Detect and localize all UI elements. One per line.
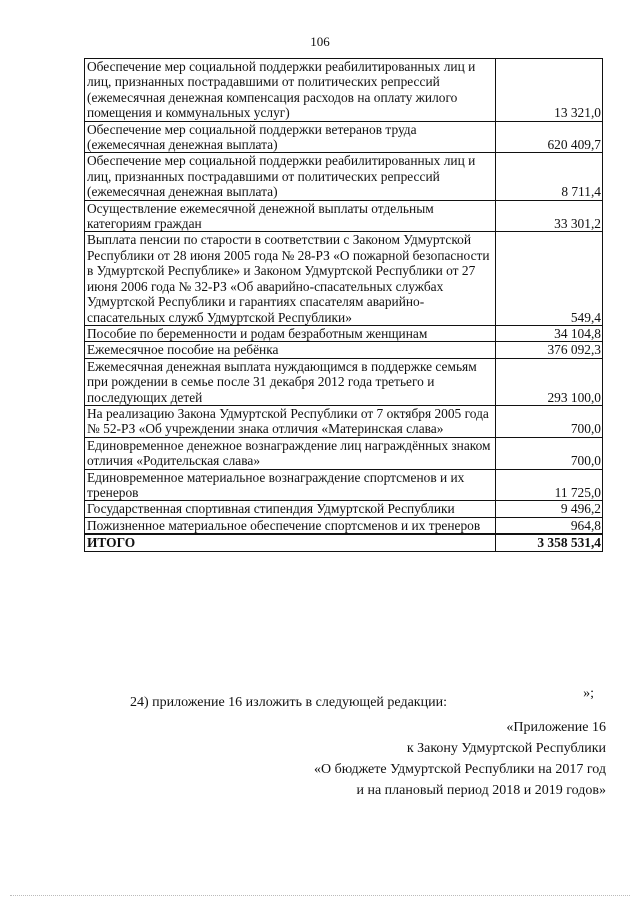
appendix-header (314, 717, 606, 801)
row-name: Пособие по беременности и родам безработным женщинам (85, 325, 496, 341)
total-label: ИТОГО (85, 534, 496, 551)
table-row (85, 325, 603, 341)
scan-edge-line (10, 895, 630, 896)
row-name: Обеспечение мер социальной поддержки ветеранов труда (ежемесячная денежная выплата) (85, 121, 496, 153)
row-amount: 34 104,8 (496, 325, 603, 341)
row-amount: 33 301,2 (496, 200, 603, 232)
row-amount: 964,8 (496, 517, 603, 534)
page-number: 106 (310, 34, 330, 49)
row-name: Осуществление ежемесячной денежной выплаты отдельным категориям граждан (85, 200, 496, 232)
row-amount: 700,0 (496, 405, 603, 437)
appendix-header-line: «Приложение 16 (506, 720, 606, 735)
row-amount: 700,0 (496, 437, 603, 469)
row-amount: 549,4 (496, 232, 603, 325)
row-name: Пожизненное материальное обеспечение спортсменов и их тренеров (85, 517, 496, 534)
row-amount: 8 711,4 (496, 153, 603, 200)
table-row (85, 501, 603, 517)
row-name: Обеспечение мер социальной поддержки реабилитированных лиц и лиц, признанных пострадавшими от политических репрессий (ежемесячная денежная выплата) (85, 153, 496, 200)
row-name: Государственная спортивная стипендия Удмуртской Республики (85, 501, 496, 517)
appendix-header-line: и на плановый период 2018 и 2019 годов» (356, 783, 606, 798)
row-amount: 13 321,0 (496, 59, 603, 122)
row-name: На реализацию Закона Удмуртской Республики от 7 октября 2005 года № 52-РЗ «Об учреждении знака отличия «Материнская слава» (85, 405, 496, 437)
table-row (85, 59, 603, 122)
table-row (85, 200, 603, 232)
budget-table (84, 58, 603, 552)
table-row (85, 232, 603, 325)
row-amount: 11 725,0 (496, 469, 603, 501)
appendix-header-line: «О бюджете Удмуртской Республики на 2017 год (313, 762, 606, 777)
table-row (85, 153, 603, 200)
table-row (85, 517, 603, 534)
amendment-instruction: 24) приложение 16 изложить в следующей редакции: (130, 695, 447, 710)
closing-quote: »; (583, 686, 594, 701)
row-amount: 9 496,2 (496, 501, 603, 517)
total-amount: 3 358 531,4 (496, 534, 603, 551)
row-name: Обеспечение мер социальной поддержки реабилитированных лиц и лиц, признанных пострадавшими от политических репрессий (ежемесячная денежная компенсация расходов на оплату жилого помещения и коммунальных услуг) (85, 59, 496, 122)
row-name: Выплата пенсии по старости в соответствии с Законом Удмуртской Республики от 28 июня 2005 года № 28-РЗ «О пожарной безопасности в Удмуртской Республике» и Законом Удмуртской Республики от 27 июня 2006 года № 32-РЗ «Об аварийно-спасательных службах Удмуртской Республики и гарантиях спасателям аварийно-спасательных служб Удмуртской Республики» (85, 232, 496, 325)
table-row (85, 469, 603, 501)
table-row (85, 358, 603, 405)
row-amount: 376 092,3 (496, 342, 603, 358)
row-name: Ежемесячное пособие на ребёнка (85, 342, 496, 358)
table-row (85, 405, 603, 437)
table-row (85, 437, 603, 469)
row-name: Единовременное материальное вознаграждение спортсменов и их тренеров (85, 469, 496, 501)
appendix-header-line: к Закону Удмуртской Республики (406, 741, 606, 756)
row-amount: 620 409,7 (496, 121, 603, 153)
row-name: Ежемесячная денежная выплата нуждающимся в поддержке семьям при рождении в семье после 31 декабря 2012 года третьего и последующих детей (85, 358, 496, 405)
row-amount: 293 100,0 (496, 358, 603, 405)
table-row (85, 342, 603, 358)
table-row (85, 121, 603, 153)
total-row (85, 534, 603, 551)
row-name: Единовременное денежное вознаграждение лиц награждённых знаком отличия «Родительская слава» (85, 437, 496, 469)
